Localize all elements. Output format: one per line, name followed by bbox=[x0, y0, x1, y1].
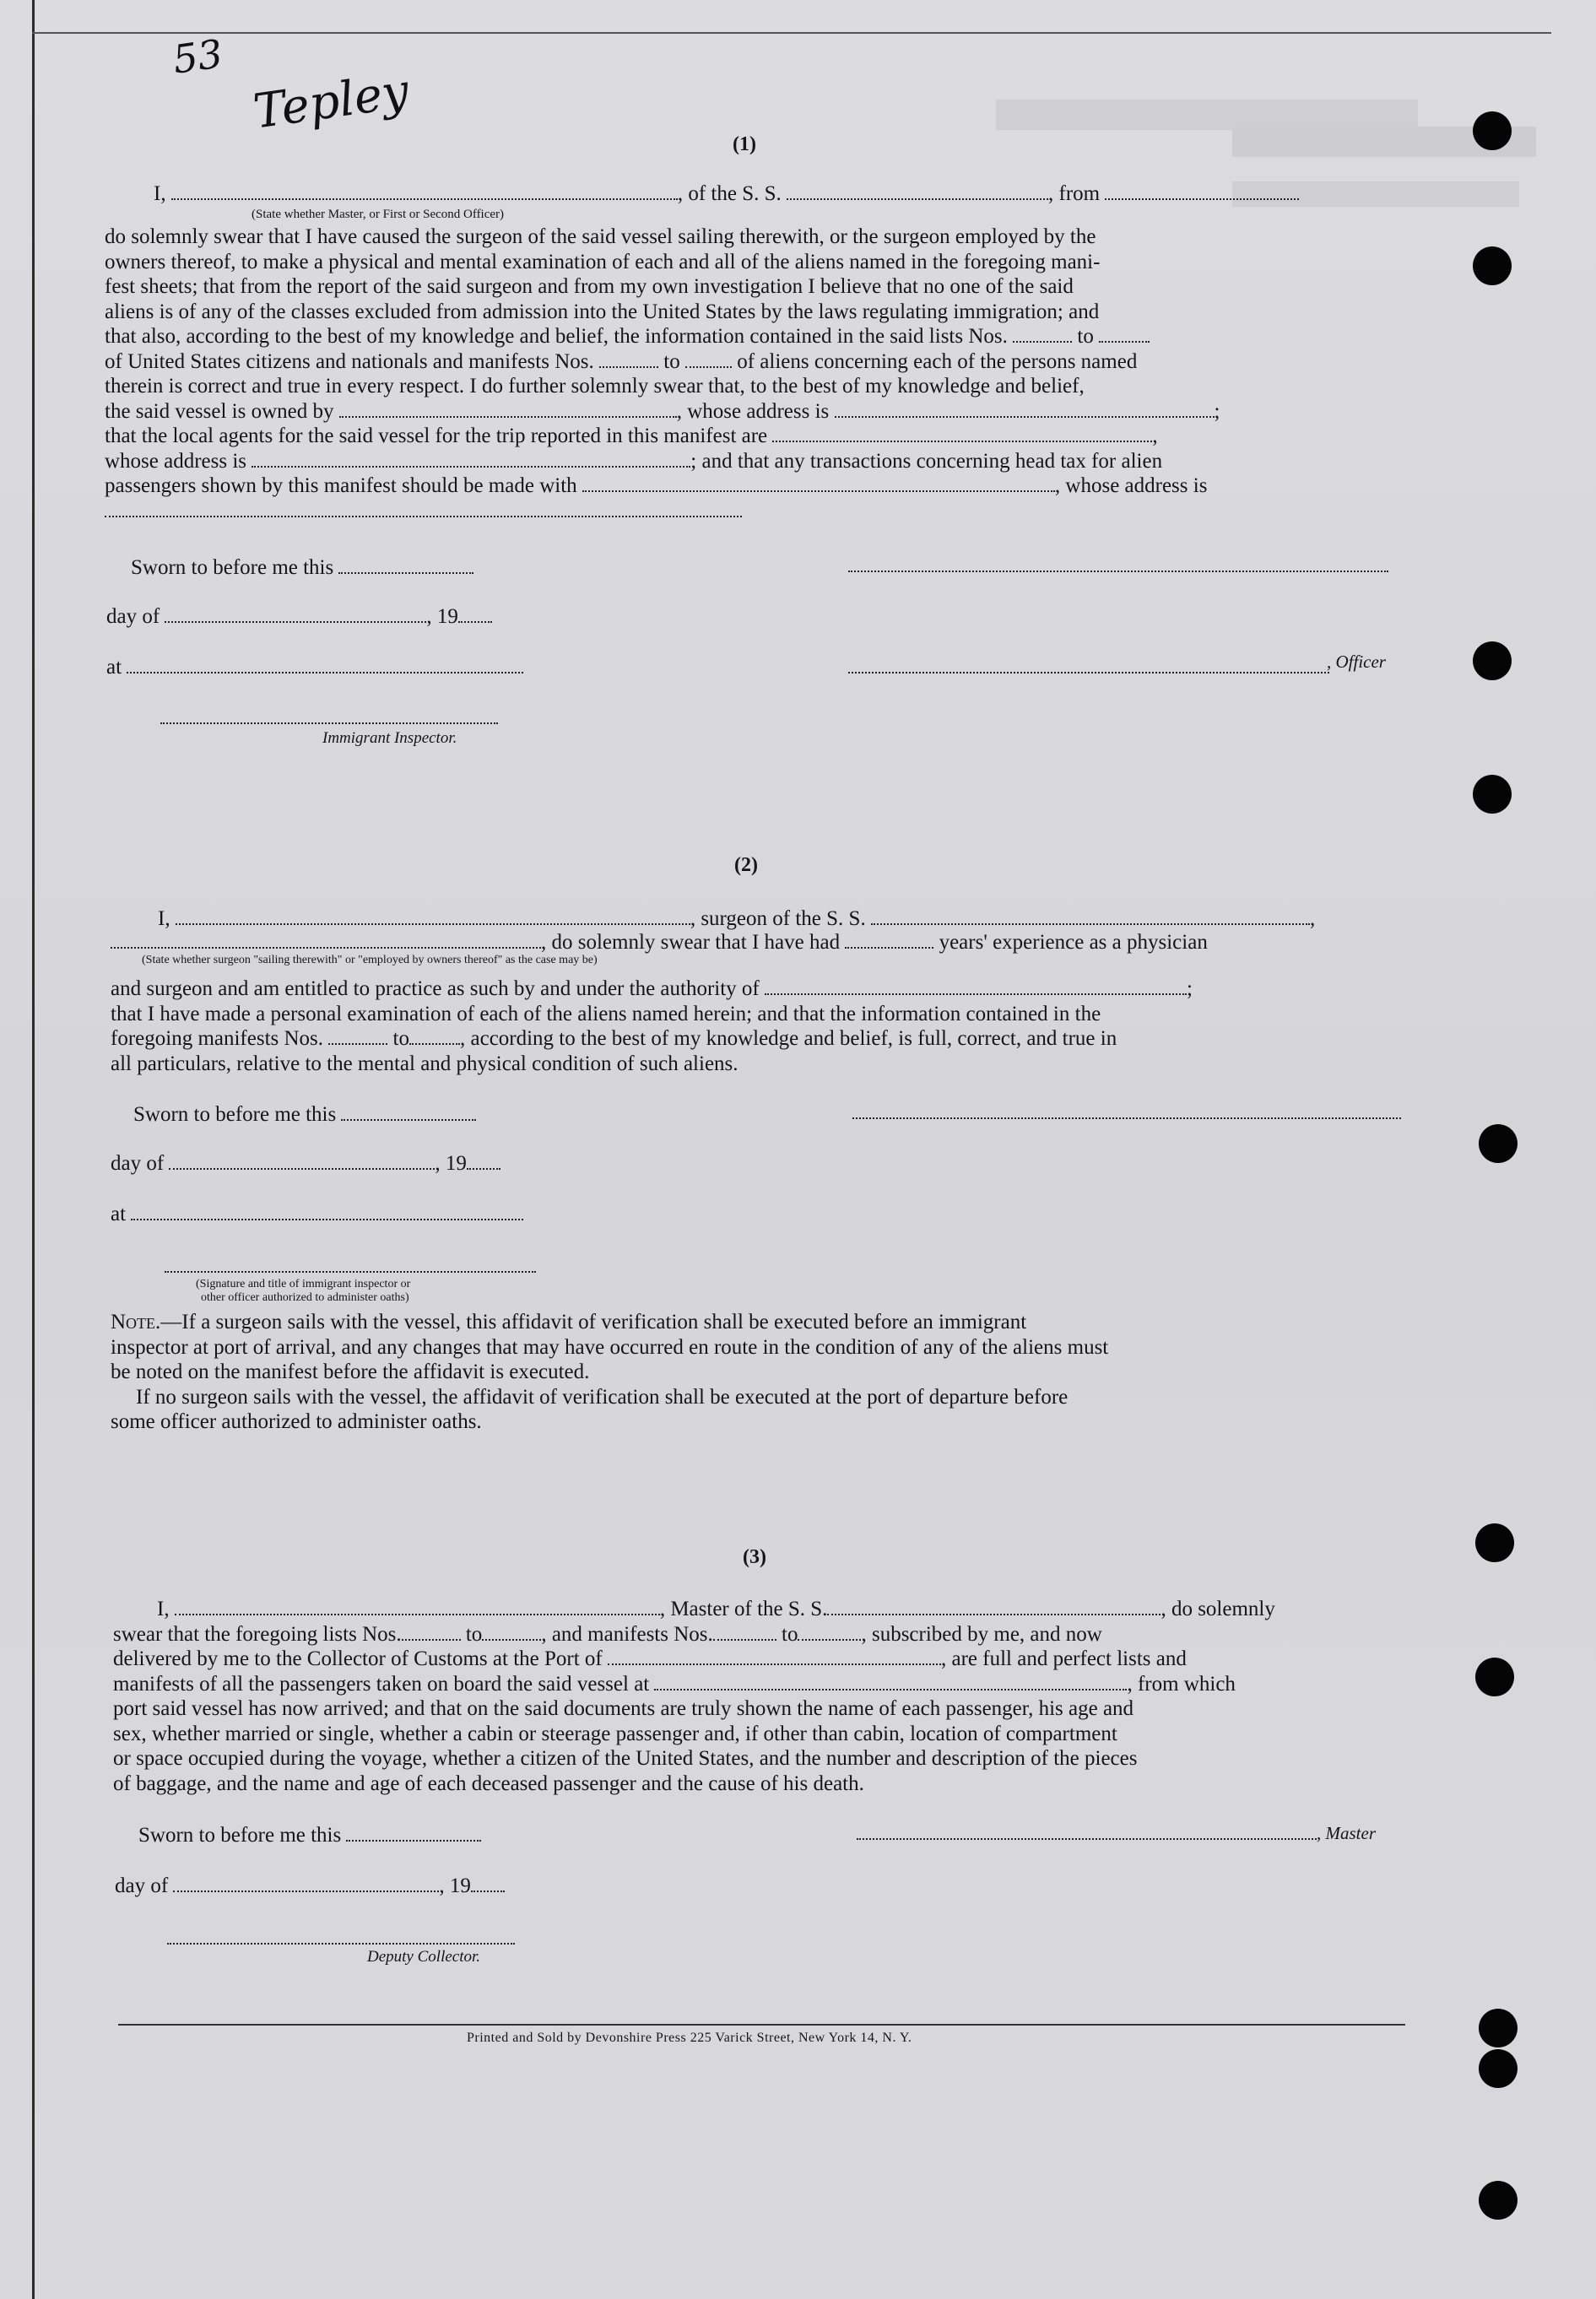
manifests-from-blank[interactable] bbox=[599, 361, 658, 368]
s3-master-name-blank[interactable] bbox=[175, 1609, 660, 1615]
local-agents-blank[interactable] bbox=[772, 435, 1152, 442]
years-experience-blank[interactable] bbox=[845, 942, 933, 949]
from-port-blank[interactable] bbox=[1105, 193, 1299, 200]
master-caption: (State whether Master, or First or Second Officer) bbox=[252, 208, 505, 221]
s1-year-blank[interactable] bbox=[458, 616, 492, 623]
s1-inspector-signature-blank[interactable] bbox=[160, 717, 498, 724]
footer-rule bbox=[118, 2024, 1405, 2026]
s3-sworn-day-blank[interactable] bbox=[346, 1835, 481, 1842]
s3-year-blank[interactable] bbox=[471, 1885, 505, 1892]
lists-from-blank[interactable] bbox=[1013, 336, 1072, 343]
master-label: , Master bbox=[1317, 1823, 1376, 1843]
punch-hole bbox=[1479, 2049, 1518, 2088]
punch-hole bbox=[1475, 1658, 1514, 1696]
s2-sworn-line: Sworn to before me this bbox=[133, 1102, 476, 1128]
s2-officer-signature-blank[interactable] bbox=[165, 1266, 536, 1273]
s1-sworn-day-blank[interactable] bbox=[338, 567, 473, 574]
punch-hole bbox=[1473, 246, 1512, 285]
master-name-blank[interactable] bbox=[171, 193, 678, 200]
s1-officer-signature-blank[interactable] bbox=[848, 667, 1329, 673]
s2-place-blank[interactable] bbox=[131, 1214, 523, 1220]
section-1-number: (1) bbox=[733, 133, 756, 155]
s3-day-of-line: day of , 19 bbox=[115, 1874, 505, 1899]
s2-month-blank[interactable] bbox=[169, 1163, 435, 1170]
s1-at-line: at bbox=[106, 655, 523, 680]
s2-manifests-to-blank[interactable] bbox=[409, 1038, 460, 1045]
section-2-body: and surgeon and am entitled to practice as such by and under the authority of ; that I have made a personal examination of each of the aliens named herein; and that the information contained in the foregoing manifests Nos. to , according to the best of my knowledge and belief, is full, correct, and true in all particulars, relative to the mental and physical condition of such aliens. bbox=[111, 977, 1193, 1075]
surgeon-caption: (State whether surgeon "sailing therewith" or "employed by owners thereof" as the case may be) bbox=[142, 954, 598, 966]
section-3-body: I, , Master of the S. S. , do solemnly swear that the foregoing lists Nos. to , and manifests Nos. to , subscribed by me, and now delivered by me to the Collector of Customs at the Port of , are full and perfect lists and manifests of all the passengers taken on board the said vessel at , from which port said vessel has now arrived; and that on the said documents are truly shown the name of each passenger, his age and sex, whether married or single, whether a cabin or steerage passenger and, if other than cabin, location of compartment or space occupied during the voyage, whether a citizen of the United States, and the number and description of the pieces of baggage, and the name and age of each deceased passenger and the cause of his death. bbox=[113, 1598, 1275, 1795]
punch-hole bbox=[1479, 1124, 1518, 1163]
corner-number: 53 bbox=[170, 30, 226, 83]
immigrant-inspector-label: Immigrant Inspector. bbox=[322, 729, 457, 747]
head-tax-address-blank[interactable] bbox=[105, 511, 742, 517]
s2-surgeon-signature-blank[interactable] bbox=[852, 1112, 1401, 1119]
page-left-edge bbox=[32, 0, 35, 2299]
section-1-header-line: I, , of the S. S. , from bbox=[154, 181, 1394, 207]
agents-address-blank[interactable] bbox=[252, 461, 690, 468]
s3-vessel-blank[interactable] bbox=[827, 1609, 1160, 1615]
surgeon-name-blank[interactable] bbox=[176, 918, 690, 925]
s1-sworn-line: Sworn to before me this bbox=[131, 555, 473, 581]
s3-manifests-to-blank[interactable] bbox=[798, 1634, 861, 1641]
note-label: Note. bbox=[111, 1311, 161, 1333]
head-tax-party-blank[interactable] bbox=[582, 485, 1055, 492]
s1-place-blank[interactable] bbox=[127, 667, 523, 673]
s2-at-line: at bbox=[111, 1202, 523, 1227]
section-2-experience-line: , do solemnly swear that I have had years' experience as a physician bbox=[111, 930, 1402, 955]
section-2-header-line: I, , surgeon of the S. S. , bbox=[158, 907, 1316, 930]
s3-master-signature-blank[interactable] bbox=[857, 1833, 1317, 1840]
section-2-number: (2) bbox=[734, 854, 758, 876]
s2-year-blank[interactable] bbox=[467, 1163, 500, 1170]
s1-month-blank[interactable] bbox=[165, 616, 426, 623]
s3-collector-signature-blank[interactable] bbox=[167, 1938, 515, 1945]
s2-sworn-day-blank[interactable] bbox=[341, 1114, 476, 1121]
s3-manifests-from-blank[interactable] bbox=[713, 1634, 776, 1641]
s2-sig-caption-1: (Signature and title of immigrant inspector or bbox=[196, 1278, 411, 1290]
owner-blank[interactable] bbox=[339, 411, 677, 418]
manifests-to-blank[interactable] bbox=[685, 361, 732, 368]
printer-footer: Printed and Sold by Devonshire Press 225 Varick Street, New York 14, N. Y. bbox=[467, 2031, 912, 2045]
s3-lists-from-blank[interactable] bbox=[402, 1634, 461, 1641]
s2-day-of-line: day of , 19 bbox=[111, 1151, 500, 1177]
punch-hole bbox=[1473, 111, 1512, 150]
bleed-through-mark bbox=[996, 100, 1418, 130]
s2-manifests-from-blank[interactable] bbox=[328, 1038, 387, 1045]
authority-blank[interactable] bbox=[765, 988, 1187, 995]
section-3-number: (3) bbox=[743, 1546, 766, 1568]
surgeon-status-blank[interactable] bbox=[111, 942, 541, 949]
punch-hole bbox=[1473, 775, 1512, 814]
i-label: I, bbox=[154, 182, 166, 205]
s2-sig-caption-2: other officer authorized to administer oaths) bbox=[201, 1291, 409, 1304]
deputy-collector-label: Deputy Collector. bbox=[367, 1948, 481, 1966]
s3-month-blank[interactable] bbox=[173, 1885, 439, 1892]
s2-vessel-blank[interactable] bbox=[871, 918, 1310, 925]
s3-sworn-line: Sworn to before me this bbox=[138, 1823, 481, 1848]
s3-departure-port-blank[interactable] bbox=[654, 1684, 1127, 1690]
s1-day-of-line: day of , 19 bbox=[106, 604, 492, 630]
note-block: Note.—If a surgeon sails with the vessel, this affidavit of verification shall be executed before an immigrant inspector at port of arrival, and any changes that may have occurred en route in the condition of any of the aliens must be noted on the manifest before the affidavit is executed. If no surgeon sails with the vessel, the affidavit of verification shall be executed at the port of departure before some officer authorized to administer oaths. bbox=[111, 1311, 1109, 1433]
owner-address-blank[interactable] bbox=[835, 411, 1215, 418]
s3-port-blank[interactable] bbox=[608, 1658, 941, 1665]
page-top-edge bbox=[32, 32, 1551, 34]
handwritten-name: Tepley bbox=[250, 63, 413, 140]
s1-officer-signature-top-blank[interactable] bbox=[848, 565, 1388, 572]
punch-hole bbox=[1479, 2009, 1518, 2047]
section-1-body: do solemnly swear that I have caused the surgeon of the said vessel sailing therewith, or the surgeon employed by the owners thereof, to make a physical and mental examination of each and all of the aliens named in the foregoing mani- fest sheets; that from the report of the said surgeon and from my own investigation I believe that no one of the said aliens is of any of the classes excluded from admission into the United States by the laws regulating immigration; and that also, according to the best of my knowledge and belief, the information contained in the said lists Nos. to of United States citizens and nationals and manifests Nos. to of aliens concerning each of the persons named therein is correct and true in every respect. I do further solemnly swear that, to the best of my knowledge and belief, the said vessel is owned by , whose address is ; that the local agents for the said vessel for the trip reported in this manifest are , whose address is ; and that any transactions concerning head tax for alien passengers shown by this manifest should be made with , whose address is bbox=[105, 224, 1393, 523]
lists-to-blank[interactable] bbox=[1099, 336, 1150, 343]
s3-lists-to-blank[interactable] bbox=[482, 1634, 541, 1641]
vessel-name-blank[interactable] bbox=[787, 193, 1048, 200]
officer-label: , Officer bbox=[1327, 652, 1386, 672]
punch-hole bbox=[1473, 641, 1512, 680]
punch-hole bbox=[1475, 1523, 1514, 1562]
punch-hole bbox=[1479, 2181, 1518, 2220]
